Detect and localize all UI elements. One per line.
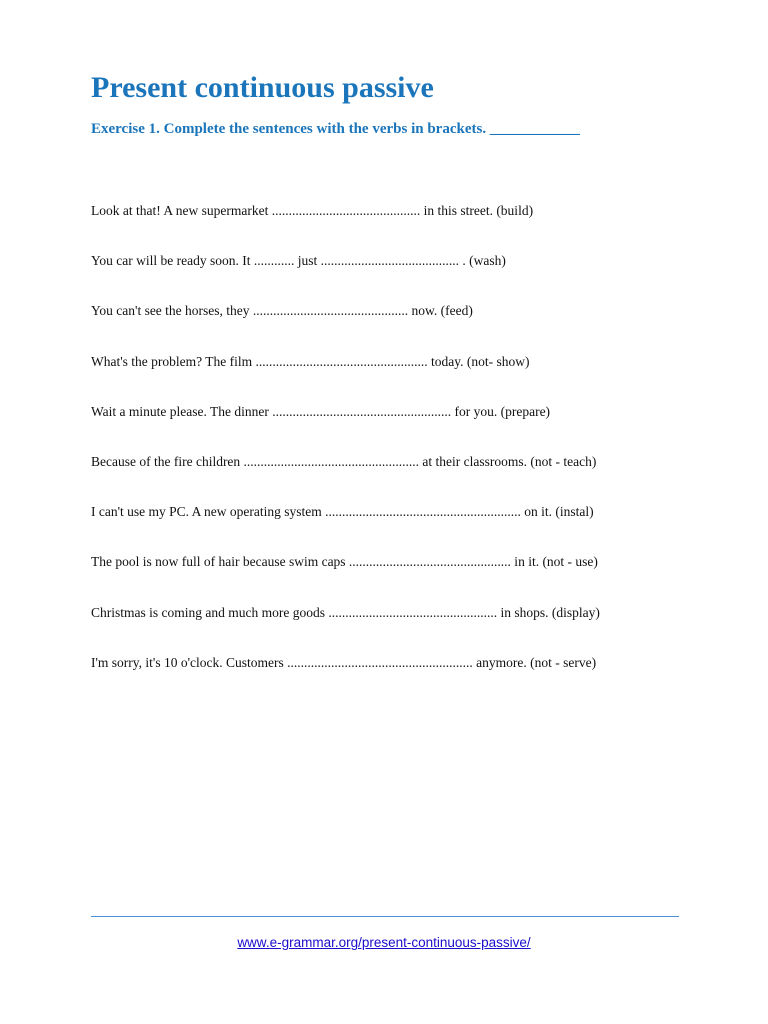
- page-title: Present continuous passive: [91, 71, 434, 104]
- exercise-sentence-list: [91, 202, 691, 704]
- exercise-sentence-2: You car will be ready soon. It ............ just ......................................... . (wash): [91, 253, 506, 269]
- exercise-sentence-1: Look at that! A new supermarket ............................................ in this street. (build): [91, 203, 534, 218]
- exercise-sentence-7: I can't use my PC. A new operating system .......................................................... on it. (instal): [91, 504, 594, 520]
- footer-website-link[interactable]: www.e-grammar.org/present-continuous-passive/: [237, 935, 531, 950]
- exercise-sentence-3: You can't see the horses, they .............................................. now. (feed): [91, 303, 473, 319]
- exercise-heading: Exercise 1. Complete the sentences with the verbs in brackets. ____________: [91, 121, 580, 137]
- exercise-sentence-6: Because of the fire children .................................................... at their classrooms. (not - teach): [91, 453, 597, 469]
- exercise-sentence-5: Wait a minute please. The dinner ..................................................... for you. (prepare): [91, 403, 551, 419]
- exercise-sentence-4: What's the problem? The film ................................................... today. (not- show): [91, 353, 530, 369]
- exercise-sentence-10: I'm sorry, it's 10 o'clock. Customers ....................................................... anymore. (not - serve): [91, 654, 597, 670]
- footer-divider: [91, 916, 679, 917]
- exercise-sentence-8: The pool is now full of hair because swim caps ................................................ in it. (not - use): [91, 554, 598, 570]
- exercise-sentence-9: Christmas is coming and much more goods .................................................. in shops. (display): [91, 604, 600, 620]
